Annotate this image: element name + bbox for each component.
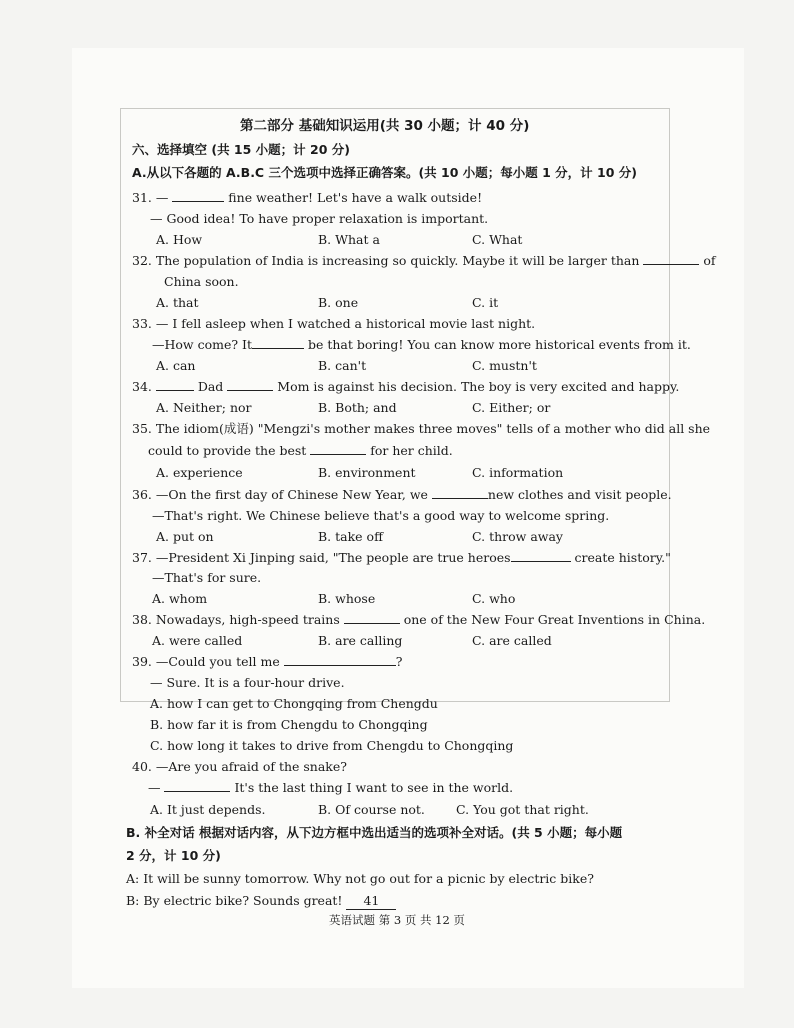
question-40-response: — It's the last thing I want to see in the world.	[148, 780, 514, 795]
question-32-cont: China soon.	[164, 274, 239, 289]
question-33-response: —How come? It be that boring! You can know more historical events from it.	[152, 337, 691, 352]
option-a: A. can	[156, 358, 196, 373]
section-six-title: 六、选择填空 (共 15 小题；计 20 分)	[132, 142, 350, 157]
answer-blank	[432, 487, 488, 499]
option-a: A. It just depends.	[150, 802, 266, 817]
option-b: B. What a	[318, 232, 380, 247]
answer-blank	[310, 443, 366, 455]
question-39-response: — Sure. It is a four-hour drive.	[150, 675, 345, 690]
question-33: 33. — I fell asleep when I watched a historical movie last night.	[132, 316, 536, 331]
answer-blank	[284, 654, 396, 666]
question-38: 38. Nowadays, high-speed trains one of the New Four Great Inventions in China.	[132, 612, 706, 627]
question-37-response: —That's for sure.	[152, 570, 262, 585]
option-a: A. experience	[156, 465, 243, 480]
option-b: B. one	[318, 295, 359, 310]
option-a: A. Neither; nor	[156, 400, 252, 415]
part-title: 第二部分 基础知识运用(共 30 小题；计 40 分)	[240, 118, 530, 134]
answer-blank	[172, 190, 224, 202]
option-c: C. information	[472, 465, 564, 480]
option-c: C. who	[472, 591, 516, 606]
option-b: B. take off	[318, 529, 383, 544]
answer-blank	[227, 379, 273, 391]
answer-blank	[164, 780, 230, 792]
answer-blank	[252, 337, 304, 349]
option-a: A. that	[156, 295, 199, 310]
option-c: C. throw away	[472, 529, 563, 544]
option-a: A. put on	[156, 529, 214, 544]
option-c: C. mustn't	[472, 358, 537, 373]
question-31: 31. — fine weather! Let's have a walk outside!	[132, 190, 483, 205]
option-b: B. Of course not.	[318, 802, 425, 817]
option-b: B. Both; and	[318, 400, 397, 415]
option-a: A. whom	[152, 591, 208, 606]
question-35: 35. The idiom(成语) "Mengzi's mother makes three moves" tells of a mother who did all she	[132, 421, 711, 436]
option-b: B. can't	[318, 358, 367, 373]
answer-blank	[344, 612, 400, 624]
option-c: C. Either; or	[472, 400, 551, 415]
option-b: B. environment	[318, 465, 416, 480]
option-a: A. how I can get to Chongqing from Chengdu	[150, 696, 438, 711]
option-c: C. are called	[472, 633, 552, 648]
question-36-response: —That's right. We Chinese believe that's a good way to welcome spring.	[152, 508, 610, 523]
option-c: C. You got that right.	[456, 802, 589, 817]
page-footer: 英语试题 第 3 页 共 12 页	[329, 913, 465, 927]
dialog-line-a: A: It will be sunny tomorrow. Why not go out for a picnic by electric bike?	[126, 871, 594, 886]
question-31-response: — Good idea! To have proper relaxation is important.	[150, 211, 489, 226]
answer-blank	[511, 550, 571, 562]
option-b: B. are calling	[318, 633, 403, 648]
option-a: A. How	[156, 232, 203, 247]
question-35-cont: could to provide the best for her child.	[148, 443, 453, 458]
option-b: B. whose	[318, 591, 376, 606]
question-39: 39. —Could you tell me ?	[132, 654, 403, 669]
question-37: 37. —President Xi Jinping said, "The people are true heroes create history."	[132, 550, 671, 565]
section-a-instructions: A.从以下各题的 A.B.C 三个选项中选择正确答案。(共 10 小题；每小题 1 分，计 10 分)	[132, 165, 637, 180]
option-c: C. it	[472, 295, 499, 310]
question-32: 32. The population of India is increasing so quickly. Maybe it will be larger than of	[132, 253, 716, 268]
question-40: 40. —Are you afraid of the snake?	[132, 759, 347, 774]
option-c: C. how long it takes to drive from Chengdu to Chongqing	[150, 738, 514, 753]
section-b-title-cont: 2 分，计 10 分)	[126, 848, 221, 863]
option-b: B. how far it is from Chengdu to Chongqing	[150, 717, 428, 732]
option-c: C. What	[472, 232, 523, 247]
question-36: 36. —On the first day of Chinese New Year, we new clothes and visit people.	[132, 487, 672, 502]
answer-blank	[156, 379, 194, 391]
answer-blank-41: 41	[346, 893, 396, 910]
dialog-line-b: B: By electric bike? Sounds great! 41	[126, 893, 396, 910]
question-34: 34. Dad Mom is against his decision. The boy is very excited and happy.	[132, 379, 680, 394]
option-a: A. were called	[152, 633, 243, 648]
answer-blank	[643, 253, 699, 265]
section-b-title: B. 补全对话 根据对话内容，从下边方框中选出适当的选项补全对话。(共 5 小题；每小题	[126, 825, 623, 840]
